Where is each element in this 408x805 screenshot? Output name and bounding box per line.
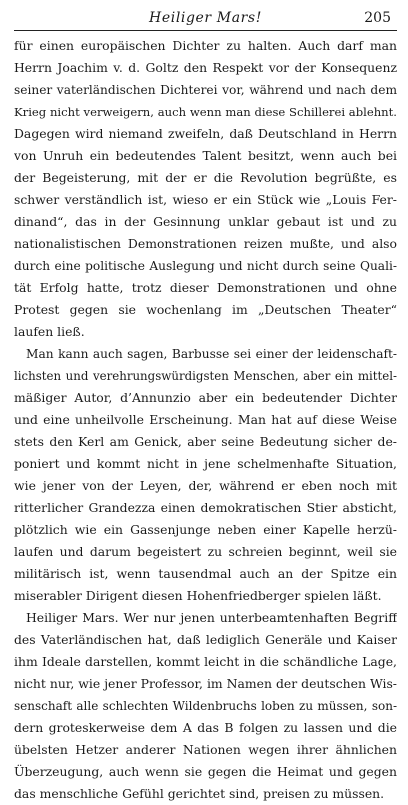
text-line: laufen ließ. — [14, 324, 85, 339]
paragraph — [14, 343, 397, 607]
text-line: miserabler Dirigent diesen Hohenfriedberger spielen läßt. — [14, 588, 382, 603]
text-line: des Vaterländischen hat, daß lediglich Generäle und Kaiser — [14, 632, 397, 647]
text-line: für einen europäischen Dichter zu halten. Auch darf man — [14, 38, 397, 53]
text-line: nationalistischen Demonstrationen reizen mußte, und also — [14, 236, 397, 251]
text-line: wie jener von der Leyen, der, während er eben noch mit — [14, 478, 397, 493]
text-line: Man kann auch sagen, Barbusse sei einer der leidenschaft- — [26, 347, 397, 361]
paragraph — [14, 35, 397, 343]
text-line: durch eine politische Auslegung und nicht durch seine Quali- — [14, 259, 397, 273]
text-line: dinand“, das in der Gesinnung unklar gebaut ist und zu — [14, 214, 397, 229]
text-line: das menschliche Gefühl gerichtet sind, preisen zu müssen. — [14, 786, 385, 801]
text-line: mäßiger Autor, d’Annunzio aber ein bedeutender Dichter — [14, 390, 397, 405]
text-line: übelsten Hetzer anderer Nationen wegen ihrer ähnlichen — [14, 742, 397, 757]
text-line: und eine unheilvolle Erscheinung. Man hat auf diese Weise — [14, 412, 397, 427]
text-line: von Unruh ein bedeutendes Talent besitzt, wenn auch bei — [14, 148, 397, 163]
text-line: der Begeisterung, mit der er die Revolution begrüßte, es — [14, 170, 397, 185]
text-line: dern groteskerweise dem A das B folgen zu lassen und die — [14, 720, 397, 735]
text-line: Krieg nicht verweigern, auch wenn man diese Schillerei ablehnt. — [14, 105, 397, 119]
text-line: Überzeugung, auch wenn sie gegen die Heimat und gegen — [14, 764, 397, 779]
page-number: 205 — [364, 10, 391, 26]
text-line: poniert und kommt nicht in jene schelmenhafte Situation, — [14, 456, 397, 471]
running-head — [14, 6, 397, 31]
text-line: seiner vaterländischen Dichterei vor, während und nach dem — [14, 83, 397, 97]
text-line: ihm Ideale darstellen, kommt leicht in die schändliche Lage, — [14, 654, 397, 669]
body-text — [14, 35, 397, 805]
text-line: tät Erfolg hatte, trotz dieser Demonstrationen und ohne — [14, 280, 397, 295]
text-line: Herrn Joachim v. d. Goltz den Respekt vor der Konsequenz — [14, 60, 397, 75]
text-line: laufen und darum begeistert zu schreien beginnt, weil sie — [14, 544, 397, 559]
text-line: nicht nur, wie jener Professor, im Namen der deutschen Wis- — [14, 676, 397, 691]
text-line: Protest gegen sie wochenlang im „Deutschen Theater“ — [14, 302, 397, 317]
running-title: Heiliger Mars! — [149, 10, 262, 26]
text-line: stets den Kerl am Genick, aber seine Bedeutung sicher de- — [14, 434, 397, 449]
text-line: lichsten und verehrungswürdigsten Menschen, aber ein mittel- — [14, 369, 397, 383]
text-line: plötzlich wie ein Gassenjunge neben einer Kapelle herzü- — [14, 522, 397, 537]
paragraph — [14, 607, 397, 805]
text-line: Dagegen wird niemand zweifeln, daß Deutschland in Herrn — [14, 126, 397, 141]
text-line: senschaft alle schlechten Wildenbruchs loben zu müssen, son- — [14, 699, 397, 713]
text-line: Heiliger Mars. Wer nur jenen unterbeamtenhaften Begriff — [26, 610, 397, 625]
text-line: militärisch ist, wenn tausendmal auch an der Spitze ein — [14, 566, 397, 581]
text-line: ritterlicher Grandezza einen demokratischen Stier absticht, — [14, 500, 397, 515]
text-line: schwer verständlich ist, wieso er ein Stück wie „Louis Fer- — [14, 192, 397, 207]
